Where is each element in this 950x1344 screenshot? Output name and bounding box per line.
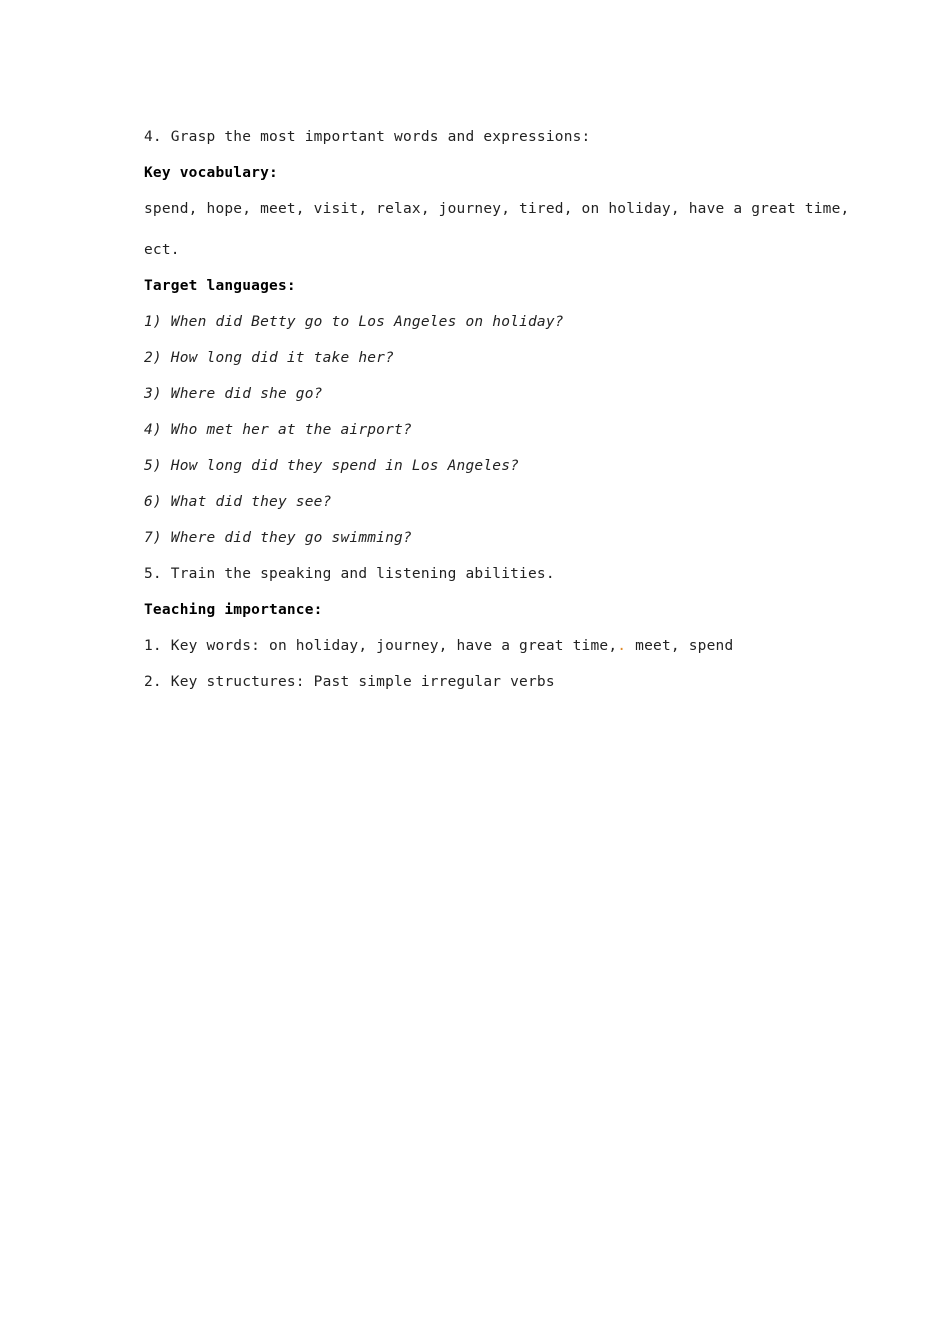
question-6: 6) What did they see? <box>144 494 332 510</box>
target-languages-heading: Target languages: <box>144 278 296 294</box>
document-body <box>144 123 850 704</box>
importance-item-1 <box>144 632 824 668</box>
importance-item-1-text-end: meet, spend <box>626 638 734 654</box>
question-1: 1) When did Betty go to Los Angeles on holiday? <box>144 314 564 330</box>
vocabulary-line-2: ect. <box>144 242 180 258</box>
importance-item-2: 2. Key structures: Past simple irregular verbs <box>144 674 555 690</box>
key-vocabulary-heading: Key vocabulary: <box>144 165 278 181</box>
question-4: 4) Who met her at the airport? <box>144 422 412 438</box>
question-7: 7) Where did they go swimming? <box>144 530 412 546</box>
objective-4: 4. Grasp the most important words and expressions: <box>144 129 591 145</box>
question-5: 5) How long did they spend in Los Angeles? <box>144 458 520 474</box>
question-3: 3) Where did she go? <box>144 386 323 402</box>
importance-item-1-mark: . <box>617 638 627 654</box>
importance-item-1-text: 1. Key words: on holiday, journey, have a great time, <box>144 638 618 654</box>
objective-5: 5. Train the speaking and listening abilities. <box>144 566 555 582</box>
vocabulary-line-1: spend, hope, meet, visit, relax, journey, tired, on holiday, have a great time, <box>144 201 850 217</box>
question-2: 2) How long did it take her? <box>144 350 395 366</box>
teaching-importance-heading: Teaching importance: <box>144 602 323 618</box>
